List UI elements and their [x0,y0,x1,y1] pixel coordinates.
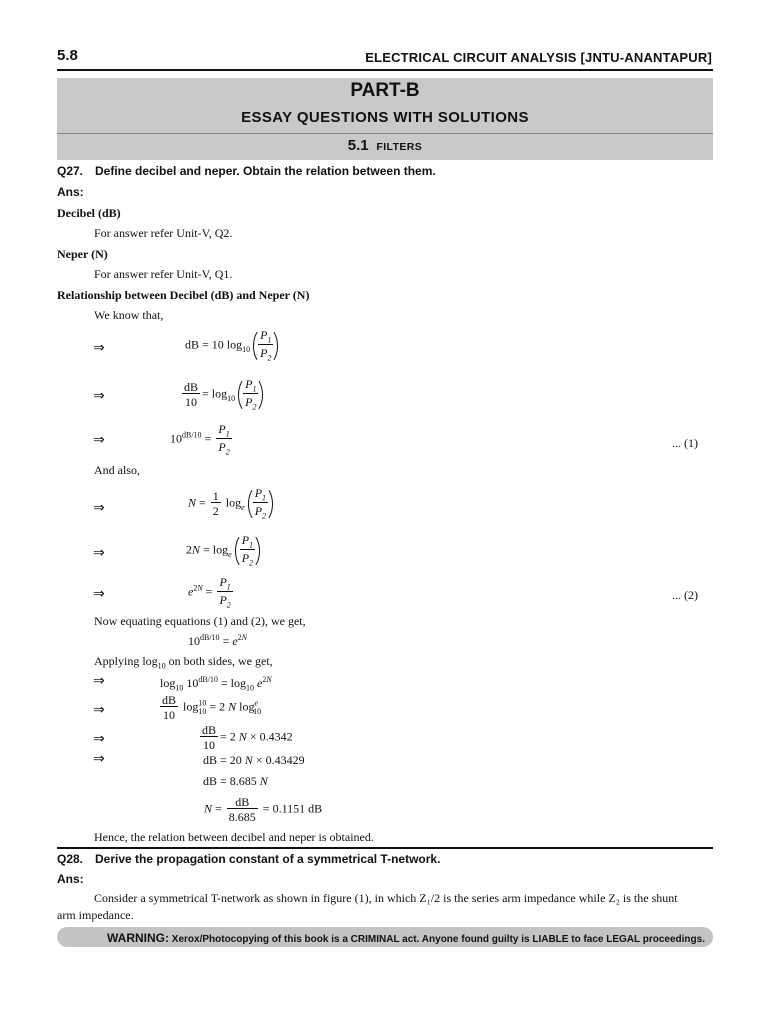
neper-heading: Neper (N) [57,247,108,261]
warning-label: WARNING: [107,931,169,945]
warning-banner [57,927,713,947]
implies-arrow: ⇒ [93,732,105,747]
equation-result: N = $\frac{dB}{8.685}$ = 0.1151 dB [204,795,323,824]
implies-arrow: ⇒ [93,587,105,602]
section-subtitle: ESSAY QUESTIONS WITH SOLUTIONS [241,109,529,126]
equation-db-8685n: dB = 8.685 N [203,774,268,788]
implies-arrow: ⇒ [93,341,105,356]
equation-db-over-10: $\frac{dB}{10}$ = $\log_{10}$ $\frac{P_1}{P_2}$ [180,377,263,413]
neper-text: For answer refer Unit-V, Q1. [94,267,233,281]
warning-message: Xerox/Photocopying of this book is a CRIMINAL act. Anyone found guilty is LIABLE to face LEGAL proceedings. [169,934,705,945]
relation-heading: Relationship between Decibel (dB) and Neper (N) [57,288,310,302]
question-number: Q28. [57,852,84,866]
equation-db-definition: dB = 10 $\log_{10}$ $\frac{P_1}{P_2}$ [185,328,278,364]
band-divider [57,133,713,134]
equation-2n: $2N = \log_e$ $\frac{P_1}{P_2}$ [186,533,260,569]
constant-8-685: 8.685 [228,810,256,824]
result-value: = 0.1151 dB [262,801,323,816]
applying-lead: Applying log [94,654,158,668]
question-number: Q27. [57,164,84,178]
applying-subscript: 10 [157,661,166,671]
warning-text [107,931,705,945]
equating-text: Now equating equations (1) and (2), we get, [94,614,306,628]
equation-label-2: ... (2) [672,588,698,602]
question-divider [57,847,713,849]
answer-label: Ans: [57,872,84,886]
implies-arrow: ⇒ [93,674,105,689]
equation-simplified: $\frac{dB}{10}$ $\log^{10}_{10} = 2$ N $\log^e_{10}$ [162,693,262,722]
question-text: Derive the propagation constant of a symmetrical T-network. [95,852,441,866]
implies-arrow: ⇒ [93,546,105,561]
equation-db-20n: dB = 20 N × 0.43429 [203,753,305,767]
question-q28 [57,852,440,866]
part-title: PART-B [350,80,420,101]
q28-text-line2: arm impedance. [57,908,134,922]
and-also-text: And also, [94,463,140,477]
equation-neper-definition: N = $\frac{1}{2}$ $\log_e$ $\frac{P_1}{P_2}$ [188,486,273,522]
section-number: 5.1 [347,137,369,154]
equation-label-1: ... (1) [672,436,698,450]
q28-text-line1: Consider a symmetrical T-network as shown in figure (1), in which Z₁/2 is the series arm impedance while Z₂ is the shunt [94,891,678,905]
implies-arrow: ⇒ [93,389,105,404]
decibel-heading: Decibel (dB) [57,206,121,220]
we-know-text: We know that, [94,308,164,322]
implies-arrow: ⇒ [93,433,105,448]
answer-label: Ans: [57,185,84,199]
equation-log-both-sides: $\log_{10} 10^{dB/10} = \log_{10} e^{2N}$ [160,675,272,693]
question-text: Define decibel and neper. Obtain the relation between them. [95,164,436,178]
implies-arrow: ⇒ [93,703,105,718]
constant-0-43429: 0.43429 [265,753,305,767]
equation-1: $10^{dB/10}$ = $\frac{P_1}{P_2}$ [170,422,230,457]
constant-0-4342: 0.4342 [259,729,293,744]
applying-text [94,654,273,670]
book-title: ELECTRICAL CIRCUIT ANALYSIS [JNTU-ANANTAPUR] [365,50,712,65]
equation-db-constant: $\frac{dB}{10}$ = 2 N × 0.4342 [202,723,293,752]
header-rule [57,69,713,71]
equation-2: $e^{2N}$ = $\frac{P_1}{P_2}$ [188,575,231,610]
equation-equated: $10^{dB/10} = e^{2N}$ [188,633,248,648]
page-number: 5.8 [57,47,78,64]
title-band [57,78,713,160]
section-title: FILTERS [376,141,423,153]
implies-arrow: ⇒ [93,752,105,767]
applying-tail: on both sides, we get, [165,654,273,668]
hence-text: Hence, the relation between decibel and neper is obtained. [94,830,374,844]
decibel-text: For answer refer Unit-V, Q2. [94,226,233,240]
implies-arrow: ⇒ [93,501,105,516]
question-q27 [57,164,436,178]
section-heading [57,137,713,154]
